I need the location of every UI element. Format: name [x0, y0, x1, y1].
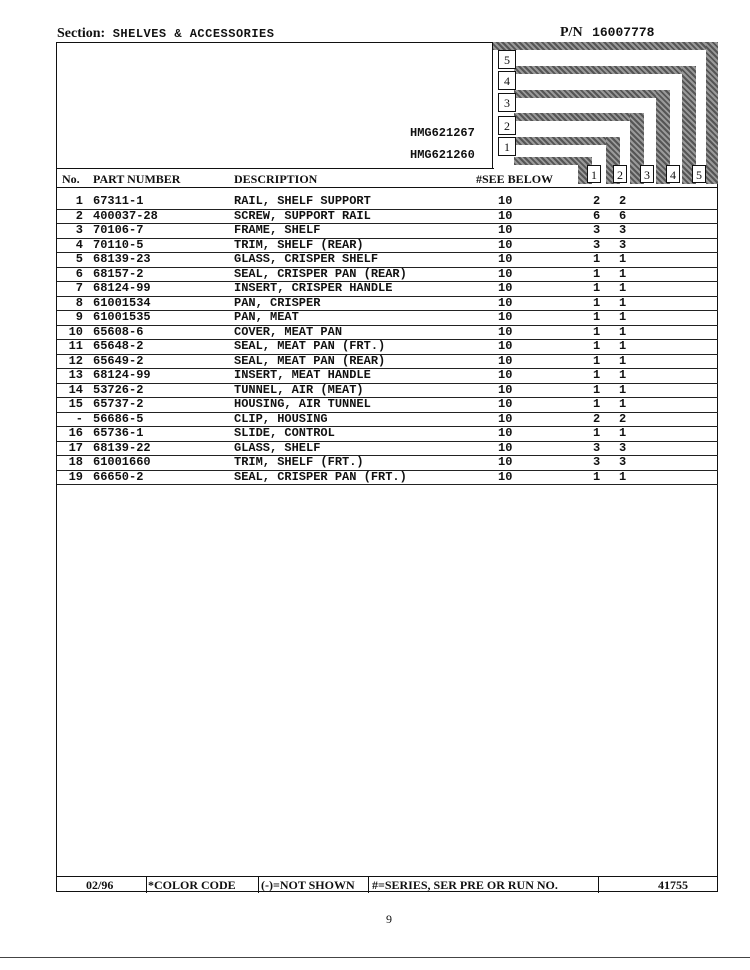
see-below: 10 — [498, 397, 513, 411]
qty-series-2: 1 — [619, 339, 627, 353]
qty-series-1: 6 — [593, 208, 601, 223]
part-number: 68157-2 — [93, 266, 144, 281]
table-row — [57, 224, 718, 239]
qty-series-2: 1 — [619, 281, 627, 295]
see-below: 10 — [498, 455, 513, 469]
part-number-heading — [560, 25, 654, 41]
see-below: 10 — [498, 223, 513, 237]
table-row — [57, 311, 718, 326]
description: PAN, MEAT — [234, 310, 299, 324]
qty-series-2: 1 — [619, 266, 627, 281]
table-row — [57, 442, 718, 457]
col-header-see-below: #SEE BELOW — [476, 172, 554, 186]
qty-series-1: 1 — [593, 382, 601, 397]
description: INSERT, MEAT HANDLE — [234, 368, 371, 382]
qty-series-1: 1 — [593, 426, 601, 440]
item-number: 14 — [68, 382, 83, 397]
description: SEAL, CRISPER PAN (REAR) — [234, 266, 407, 281]
col-header-description: DESCRIPTION — [234, 172, 318, 186]
description: RAIL, SHELF SUPPORT — [234, 194, 371, 208]
item-number: 1 — [75, 194, 83, 208]
part-number: 65608-6 — [93, 324, 144, 339]
table-row — [57, 471, 718, 486]
item-number: 8 — [75, 295, 83, 310]
item-number: 4 — [75, 237, 83, 252]
footer-color-code: *COLOR CODE — [148, 878, 236, 892]
table-row — [57, 384, 718, 399]
qty-series-2: 1 — [619, 382, 627, 397]
qty-series-2: 3 — [619, 455, 627, 469]
part-number: 68139-23 — [93, 252, 151, 266]
part-number: 65649-2 — [93, 353, 144, 368]
description: PAN, CRISPER — [234, 295, 321, 310]
item-number: 2 — [75, 208, 83, 223]
table-row — [57, 268, 718, 283]
description: CLIP, HOUSING — [234, 411, 328, 426]
see-below: 10 — [498, 339, 513, 353]
item-number: 7 — [75, 281, 83, 295]
qty-series-1: 1 — [593, 252, 601, 266]
col-header-no: No. — [62, 172, 80, 186]
see-below: 10 — [498, 295, 513, 310]
table-row — [57, 253, 718, 268]
parts-table — [57, 195, 718, 485]
description: TUNNEL, AIR (MEAT) — [234, 382, 364, 397]
item-number: 10 — [68, 324, 83, 339]
part-number: 61001535 — [93, 310, 151, 324]
table-row — [57, 297, 718, 312]
qty-series-2: 3 — [619, 237, 627, 252]
col-header-part-number: PART NUMBER — [93, 172, 181, 186]
description: COVER, MEAT PAN — [234, 324, 343, 339]
item-number: 15 — [68, 397, 83, 411]
item-number: 18 — [68, 455, 83, 469]
section-value: SHELVES & ACCESSORIES — [112, 27, 275, 41]
qty-series-2: 1 — [619, 252, 627, 266]
qty-series-2: 3 — [619, 223, 627, 237]
part-number: 66650-2 — [93, 469, 144, 484]
qty-series-1: 1 — [593, 397, 601, 411]
description: SEAL, CRISPER PAN (FRT.) — [234, 469, 407, 484]
pn-value: 16007778 — [592, 25, 655, 40]
table-row — [57, 355, 718, 370]
model-number: HMG621267 — [410, 126, 475, 140]
qty-series-2: 1 — [619, 324, 627, 339]
part-number: 68124-99 — [93, 368, 151, 382]
see-below: 10 — [498, 310, 513, 324]
part-number: 53726-2 — [93, 382, 144, 397]
part-number: 67311-1 — [93, 194, 144, 208]
part-number: 65648-2 — [93, 339, 144, 353]
qty-series-1: 1 — [593, 310, 601, 324]
part-number: 65736-1 — [93, 426, 144, 440]
qty-series-1: 3 — [593, 223, 601, 237]
see-below: 10 — [498, 252, 513, 266]
model-number: HMG621260 — [410, 148, 475, 162]
item-number: 5 — [75, 252, 83, 266]
series-box-1: 1 — [498, 137, 516, 156]
description: TRIM, SHELF (FRT.) — [234, 455, 364, 469]
footer-doc-number: 41755 — [658, 878, 688, 892]
qty-series-1: 1 — [593, 469, 601, 484]
table-row — [57, 413, 718, 428]
qty-series-2: 1 — [619, 469, 627, 484]
table-row — [57, 210, 718, 225]
series-box-2: 2 — [498, 116, 516, 135]
description: SEAL, MEAT PAN (REAR) — [234, 353, 386, 368]
part-number: 65737-2 — [93, 397, 144, 411]
see-below: 10 — [498, 266, 513, 281]
description: HOUSING, AIR TUNNEL — [234, 397, 371, 411]
part-number: 68124-99 — [93, 281, 151, 295]
part-number: 70106-7 — [93, 223, 144, 237]
description: INSERT, CRISPER HANDLE — [234, 281, 393, 295]
qty-series-1: 1 — [593, 324, 601, 339]
qty-series-2: 1 — [619, 368, 627, 382]
see-below: 10 — [498, 411, 513, 426]
part-number: 56686-5 — [93, 411, 144, 426]
description: SCREW, SUPPORT RAIL — [234, 208, 371, 223]
see-below: 10 — [498, 368, 513, 382]
qty-series-1: 1 — [593, 339, 601, 353]
qty-series-1: 1 — [593, 266, 601, 281]
footer-not-shown: (-)=NOT SHOWN — [261, 878, 355, 892]
series-box-4: 4 — [498, 71, 516, 90]
part-number: 61001660 — [93, 455, 151, 469]
footer-date: 02/96 — [86, 878, 114, 892]
qty-series-2: 1 — [619, 426, 627, 440]
qty-series-1: 1 — [593, 353, 601, 368]
qty-series-2: 1 — [619, 295, 627, 310]
part-number: 61001534 — [93, 295, 151, 310]
table-row — [57, 239, 718, 254]
qty-series-2: 6 — [619, 208, 627, 223]
pn-label: P/N — [560, 25, 583, 40]
table-row — [57, 282, 718, 297]
item-number: 9 — [75, 310, 83, 324]
see-below: 10 — [498, 281, 513, 295]
see-below: 10 — [498, 382, 513, 397]
item-number: 17 — [68, 440, 83, 455]
part-number: 400037-28 — [93, 208, 158, 223]
table-row — [57, 427, 718, 442]
table-row — [57, 340, 718, 355]
description: SEAL, MEAT PAN (FRT.) — [234, 339, 386, 353]
see-below: 10 — [498, 208, 513, 223]
description: TRIM, SHELF (REAR) — [234, 237, 364, 252]
qty-series-1: 3 — [593, 440, 601, 455]
see-below: 10 — [498, 440, 513, 455]
qty-series-1: 1 — [593, 281, 601, 295]
section-label: Section: — [57, 26, 106, 41]
footer-series-note: #=SERIES, SER PRE OR RUN NO. — [372, 878, 558, 892]
qty-series-1: 1 — [593, 368, 601, 382]
part-number: 70110-5 — [93, 237, 144, 252]
see-below: 10 — [498, 237, 513, 252]
qty-col-header-5: 5 — [692, 165, 706, 183]
qty-series-1: 3 — [593, 455, 601, 469]
part-number: 68139-22 — [93, 440, 151, 455]
page-number: 9 — [386, 912, 392, 926]
item-number: 19 — [68, 469, 83, 484]
description: SLIDE, CONTROL — [234, 426, 335, 440]
qty-series-1: 2 — [593, 411, 601, 426]
see-below: 10 — [498, 426, 513, 440]
table-row — [57, 326, 718, 341]
table-row — [57, 398, 718, 413]
qty-col-header-3: 3 — [640, 165, 654, 183]
qty-series-1: 1 — [593, 295, 601, 310]
qty-series-2: 3 — [619, 440, 627, 455]
description: GLASS, CRISPER SHELF — [234, 252, 379, 266]
item-number: 13 — [68, 368, 83, 382]
qty-col-header-4: 4 — [666, 165, 680, 183]
qty-series-2: 2 — [619, 194, 627, 208]
see-below: 10 — [498, 469, 513, 484]
qty-col-header-1: 1 — [587, 165, 601, 183]
item-number: 3 — [75, 223, 83, 237]
footer-bar — [56, 876, 718, 893]
see-below: 10 — [498, 194, 513, 208]
item-number: 6 — [75, 266, 83, 281]
qty-series-2: 1 — [619, 353, 627, 368]
section-heading — [57, 26, 274, 42]
see-below: 10 — [498, 353, 513, 368]
table-row — [57, 456, 718, 471]
qty-col-header-2: 2 — [613, 165, 627, 183]
item-number: 12 — [68, 353, 83, 368]
see-below: 10 — [498, 324, 513, 339]
qty-series-2: 1 — [619, 397, 627, 411]
qty-series-1: 2 — [593, 194, 601, 208]
table-row — [57, 369, 718, 384]
qty-series-2: 2 — [619, 411, 627, 426]
series-box-5: 5 — [498, 50, 516, 69]
qty-series-2: 1 — [619, 310, 627, 324]
item-number: 11 — [68, 339, 83, 353]
bottom-rule — [0, 957, 750, 958]
description: FRAME, SHELF — [234, 223, 321, 237]
item-number: - — [75, 411, 83, 426]
description: GLASS, SHELF — [234, 440, 321, 455]
item-number: 16 — [68, 426, 83, 440]
series-box-3: 3 — [498, 93, 516, 112]
qty-series-1: 3 — [593, 237, 601, 252]
table-row — [57, 195, 718, 210]
